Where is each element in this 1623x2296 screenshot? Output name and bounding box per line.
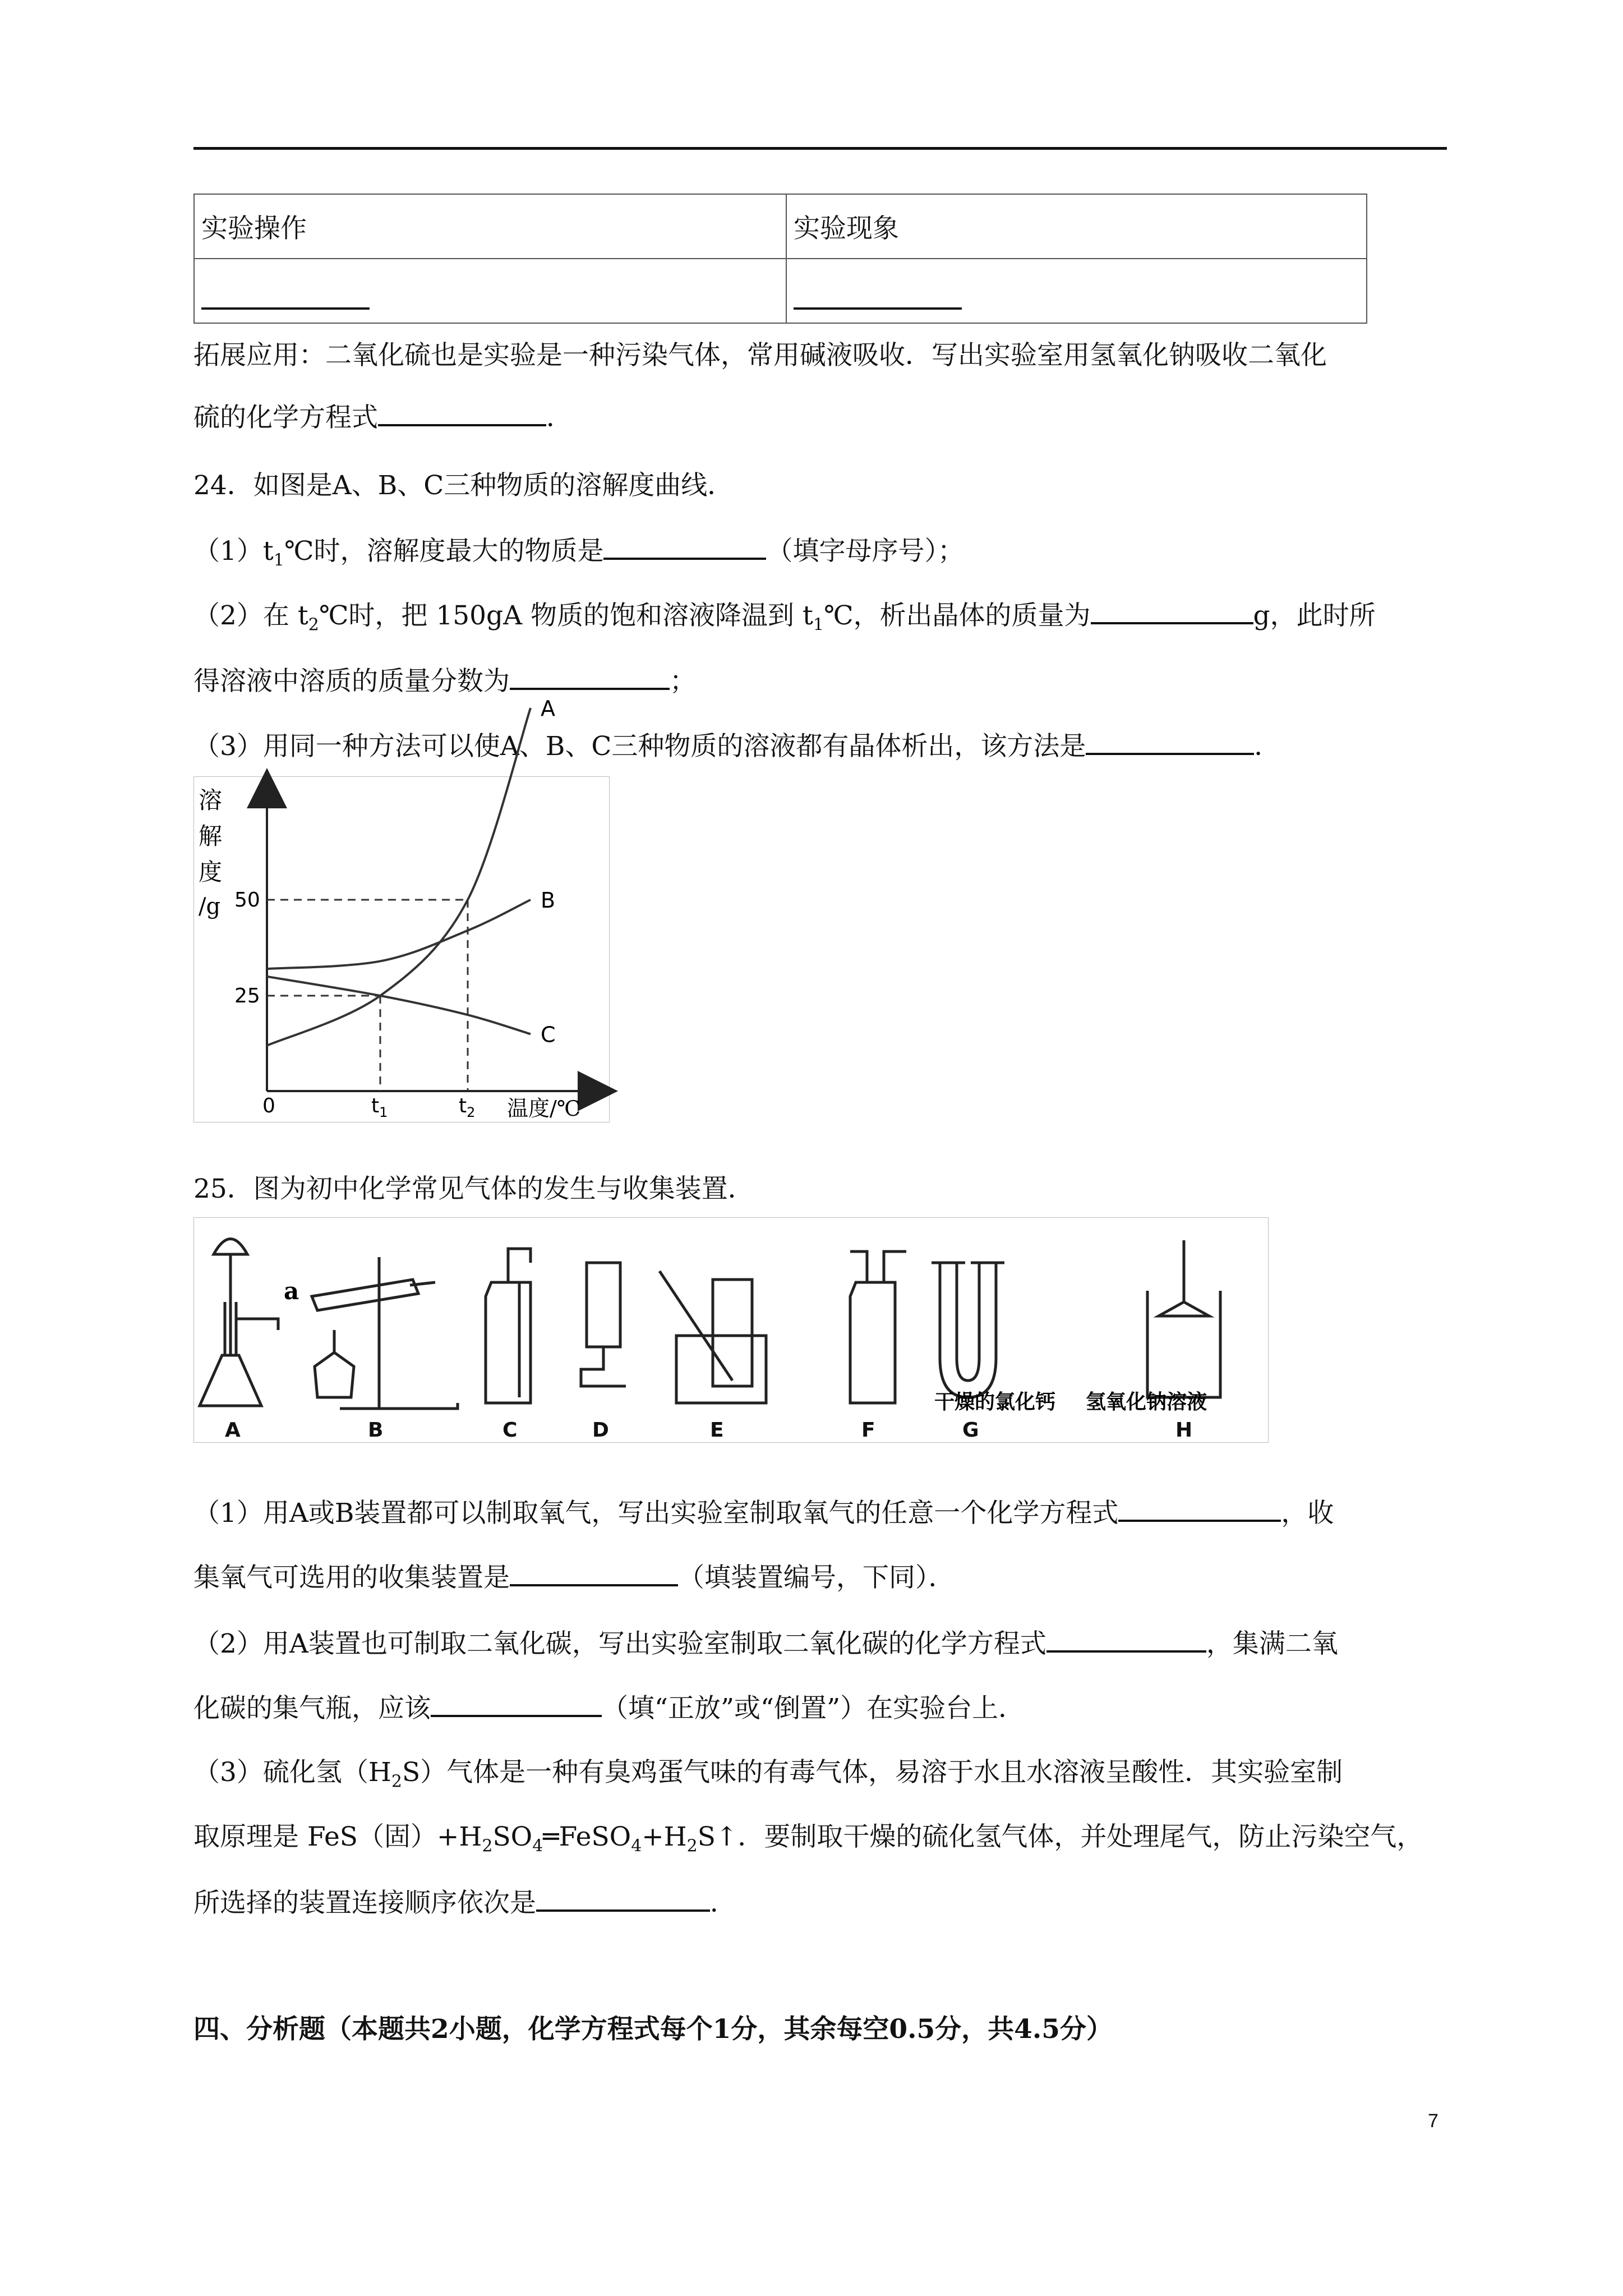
extension-line-1: 拓展应用：二氧化硫也是实验是一种污染气体，常用碱液吸收．写出实验室用氢氧化钠吸收二氧化 xyxy=(193,340,1327,371)
caption-h: 氢氧化钠溶液 xyxy=(1086,1391,1207,1414)
q25-part1: （1）用A或B装置都可以制取氧气，写出实验室制取氧气的任意一个化学方程式 ，收 xyxy=(193,1495,1334,1530)
q25-title: 25．图为初中化学常见气体的发生与收集装置． xyxy=(193,1174,754,1204)
answer-blank[interactable] xyxy=(510,1559,678,1586)
apparatus-label: C xyxy=(502,1419,518,1442)
apparatus-d-tube xyxy=(581,1263,626,1386)
answer-blank[interactable] xyxy=(510,663,670,690)
q25-part3-line3: 所选择的装置连接顺序依次是 ． xyxy=(193,1885,736,1920)
y-axis-label-char: 度 xyxy=(199,858,223,886)
series-label-c: C xyxy=(541,1022,556,1047)
table-cell-phenomenon[interactable] xyxy=(786,259,1367,323)
answer-blank[interactable] xyxy=(1118,1495,1281,1522)
apparatus-label: A xyxy=(225,1419,241,1442)
answer-blank[interactable] xyxy=(378,399,546,426)
solubility-chart xyxy=(194,696,609,1122)
curve-b xyxy=(267,900,531,969)
experiment-table xyxy=(193,194,1367,324)
apparatus-a-flask xyxy=(200,1239,278,1406)
q25-part3-line2: 取原理是 FeS（固）$+H_2SO_4═FeSO_4+H_2S↑$．要制取干燥的硫化氢气体，并处理尾气，防止污染空气， xyxy=(193,1821,1423,1856)
x-tick-label: $t_2$ xyxy=(459,1094,476,1120)
answer-blank[interactable] xyxy=(1046,1626,1206,1653)
q25-part2: （2）用A装置也可制取二氧化碳，写出实验室制取二氧化碳的化学方程式 ，集满二氧 xyxy=(193,1626,1338,1661)
curve-c xyxy=(267,977,531,1034)
q25-part3: （3）硫化氢$(H_2S)$气体是一种有臭鸡蛋气味的有毒气体，易溶于水且水溶液呈酸性．其实验室制 xyxy=(193,1757,1343,1792)
series-label-b: B xyxy=(541,888,556,913)
table-header-operation: 实验操作 xyxy=(194,194,786,259)
q25-part2-line2: 化碳的集气瓶，应该 （填“正放”或“倒置”）在实验台上． xyxy=(193,1690,1025,1726)
apparatus-f-bottle xyxy=(850,1251,906,1403)
apparatus-label: G xyxy=(962,1419,979,1442)
series-label-a: A xyxy=(541,696,555,721)
apparatus-b-heating xyxy=(312,1257,458,1409)
q24-title: 24．如图是A、B、C三种物质的溶解度曲线． xyxy=(193,470,734,501)
section-4-title: 四、分析题（本题共2小题，化学方程式每个1分，其余每空0.5分，共4.5分） xyxy=(193,2014,1113,2045)
answer-blank[interactable] xyxy=(1086,728,1254,755)
table-cell-operation[interactable] xyxy=(194,259,786,323)
apparatus-h-beaker xyxy=(1147,1240,1220,1397)
y-tick-label: 25 xyxy=(234,984,260,1007)
y-axis-label-char: 解 xyxy=(199,822,223,850)
caption-g: 干燥的氯化钙 xyxy=(934,1391,1056,1414)
apparatus-g-utube xyxy=(932,1263,1004,1397)
table-header-phenomenon: 实验现象 xyxy=(786,194,1367,259)
answer-blank[interactable] xyxy=(536,1885,710,1912)
y-axis-label-char: 溶 xyxy=(199,786,223,814)
extension-line-2: 硫的化学方程式 ． xyxy=(193,399,573,435)
solubility-chart-frame xyxy=(193,696,610,1122)
x-tick-label: $t_1$ xyxy=(371,1094,388,1120)
q24-part2: （2）在 $t_2℃$时，把 150gA 物质的饱和溶液降温到 $t_1℃$，析出晶体的质量为 g，此时所 xyxy=(193,597,1376,642)
q24-part3: （3）用同一种方法可以使A、B、C三种物质的溶液都有晶体析出，该方法是 ． xyxy=(193,728,1280,763)
x-axis-label: 温度/℃ xyxy=(507,1096,581,1121)
apparatus-figure xyxy=(193,1217,1269,1443)
header-rule xyxy=(193,147,1447,150)
y-axis-label-char: /g xyxy=(199,894,221,919)
answer-blank[interactable] xyxy=(201,283,370,310)
apparatus-label: H xyxy=(1175,1419,1193,1442)
answer-blank[interactable] xyxy=(431,1690,602,1717)
apparatus-e-trough xyxy=(660,1271,766,1403)
answer-blank[interactable] xyxy=(603,533,766,560)
q25-part1-line2: 集氧气可选用的收集装置是 （填装置编号，下同）． xyxy=(193,1559,955,1595)
apparatus-drawing xyxy=(194,1218,1268,1442)
apparatus-label: E xyxy=(710,1419,724,1442)
label-a: a xyxy=(284,1277,299,1305)
apparatus-label: D xyxy=(592,1419,609,1442)
apparatus-label: F xyxy=(861,1419,875,1442)
q24-part1: $(1)t_1℃$时，溶解度最大的物质是 （填字母序号）； xyxy=(193,533,964,577)
q24-part2-line2: 得溶液中溶质的质量分数为 ； xyxy=(193,663,696,698)
page-number: 7 xyxy=(1428,2110,1438,2132)
x-tick-label: 0 xyxy=(262,1094,275,1117)
apparatus-label: B xyxy=(368,1419,384,1442)
answer-blank[interactable] xyxy=(794,283,962,310)
apparatus-c-bottle xyxy=(486,1249,531,1403)
y-tick-label: 50 xyxy=(234,889,260,912)
answer-blank[interactable] xyxy=(1091,597,1253,624)
